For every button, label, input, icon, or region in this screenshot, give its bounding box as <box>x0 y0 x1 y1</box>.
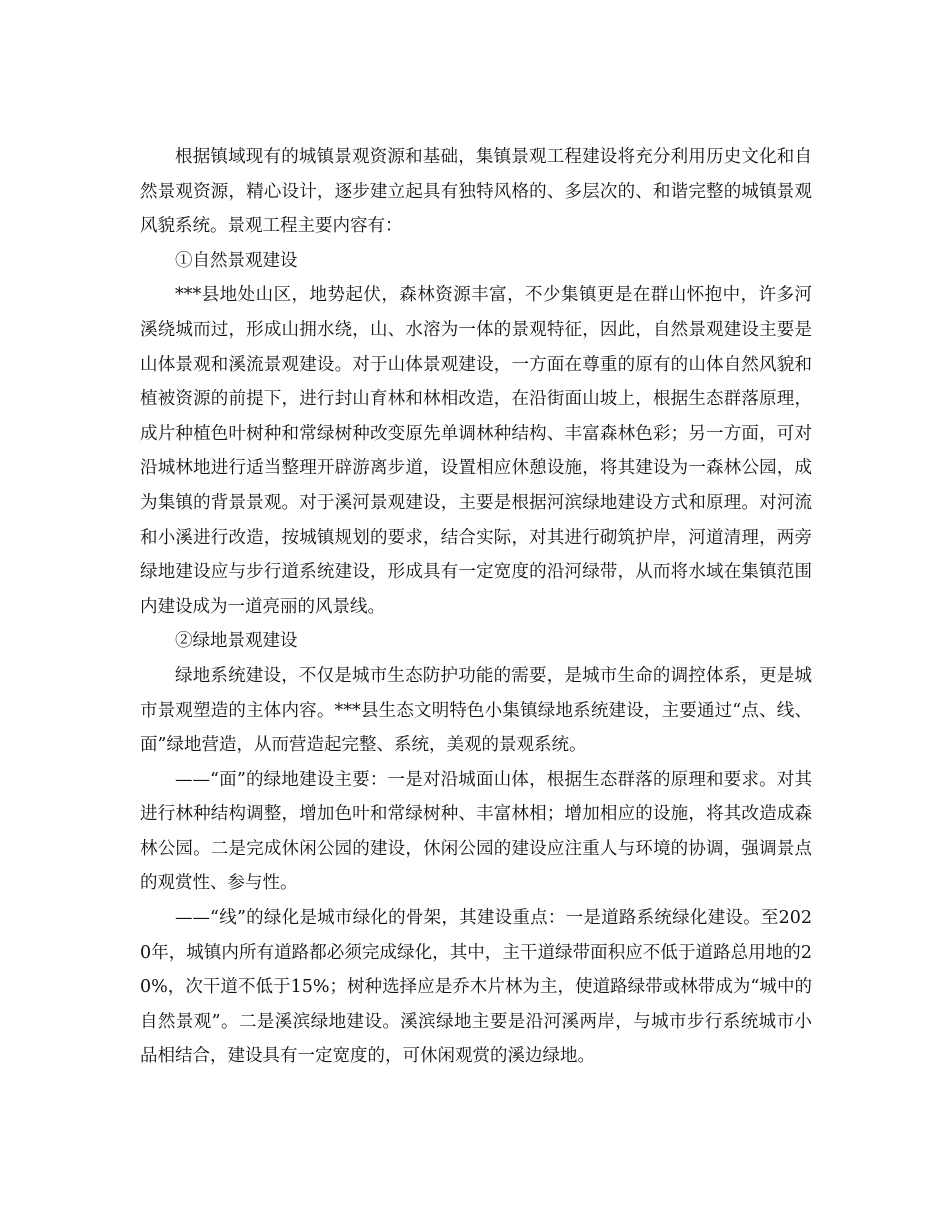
paragraph-surface-green: ——“面”的绿地建设主要：一是对沿城面山体，根据生态群落的原理和要求。对其进行林种结构调整，增加色叶和常绿树种、丰富林相；增加相应的设施，将其改造成森林公园。二是完成休闲公园的建设，休闲公园的建设应注重人与环境的协调，强调景点的观赏性、参与性。 <box>140 769 812 894</box>
document-body <box>140 140 812 1074</box>
paragraph-natural-landscape: ***县地处山区，地势起伏，森林资源丰富，不少集镇更是在群山怀抱中，许多河溪绕城而过，形成山拥水绕，山、水溶为一体的景观特征，因此，自然景观建设主要是山体景观和溪流景观建设。对于山体景观建设，一方面在尊重的原有的山体自然风貌和植被资源的前提下，进行封山育林和林相改造，在沿街面山坡上，根据生态群落原理，成片种植色叶树种和常绿树种改变原先单调林种结构、丰富森林色彩；另一方面，可对沿城林地进行适当整理开辟游离步道，设置相应休憩设施，将其建设为一森林公园，成为集镇的背景景观。对于溪河景观建设，主要是根据河滨绿地建设方式和原理。对河流和小溪进行改造，按城镇规划的要求，结合实际，对其进行砌筑护岸，河道清理，两旁绿地建设应与步行道系统建设，形成具有一定宽度的沿河绿带，从而将水域在集镇范围内建设成为一道亮丽的风景线。 <box>140 285 812 617</box>
paragraph-line-green: ——“线”的绿化是城市绿化的骨架，其建设重点：一是道路系统绿化建设。至2020年，城镇内所有道路都必须完成绿化，其中，主干道绿带面积应不低于道路总用地的20%，次干道不低于15%；树种选择应是乔木片林为主，使道路绿带或林带成为“城中的自然景观”。二是溪滨绿地建设。溪滨绿地主要是沿河溪两岸，与城市步行系统城市小品相结合，建设具有一定宽度的，可休闲观赏的溪边绿地。 <box>140 908 812 1067</box>
section-heading-natural-landscape: ①自然景观建设 <box>175 250 298 271</box>
paragraph-green-system: 绿地系统建设，不仅是城市生态防护功能的需要，是城市生命的调控体系，更是城市景观塑造的主体内容。***县生态文明特色小集镇绿地系统建设，主要通过“点、线、面”绿地营造，从而营造起完整、系统，美观的景观系统。 <box>140 665 812 756</box>
section-heading-green-landscape: ②绿地景观建设 <box>175 631 298 652</box>
paragraph-intro: 根据镇域现有的城镇景观资源和基础，集镇景观工程建设将充分利用历史文化和自然景观资源，精心设计，逐步建立起具有独特风格的、多层次的、和谐完整的城镇景观风貌系统。景观工程主要内容有： <box>140 147 812 237</box>
